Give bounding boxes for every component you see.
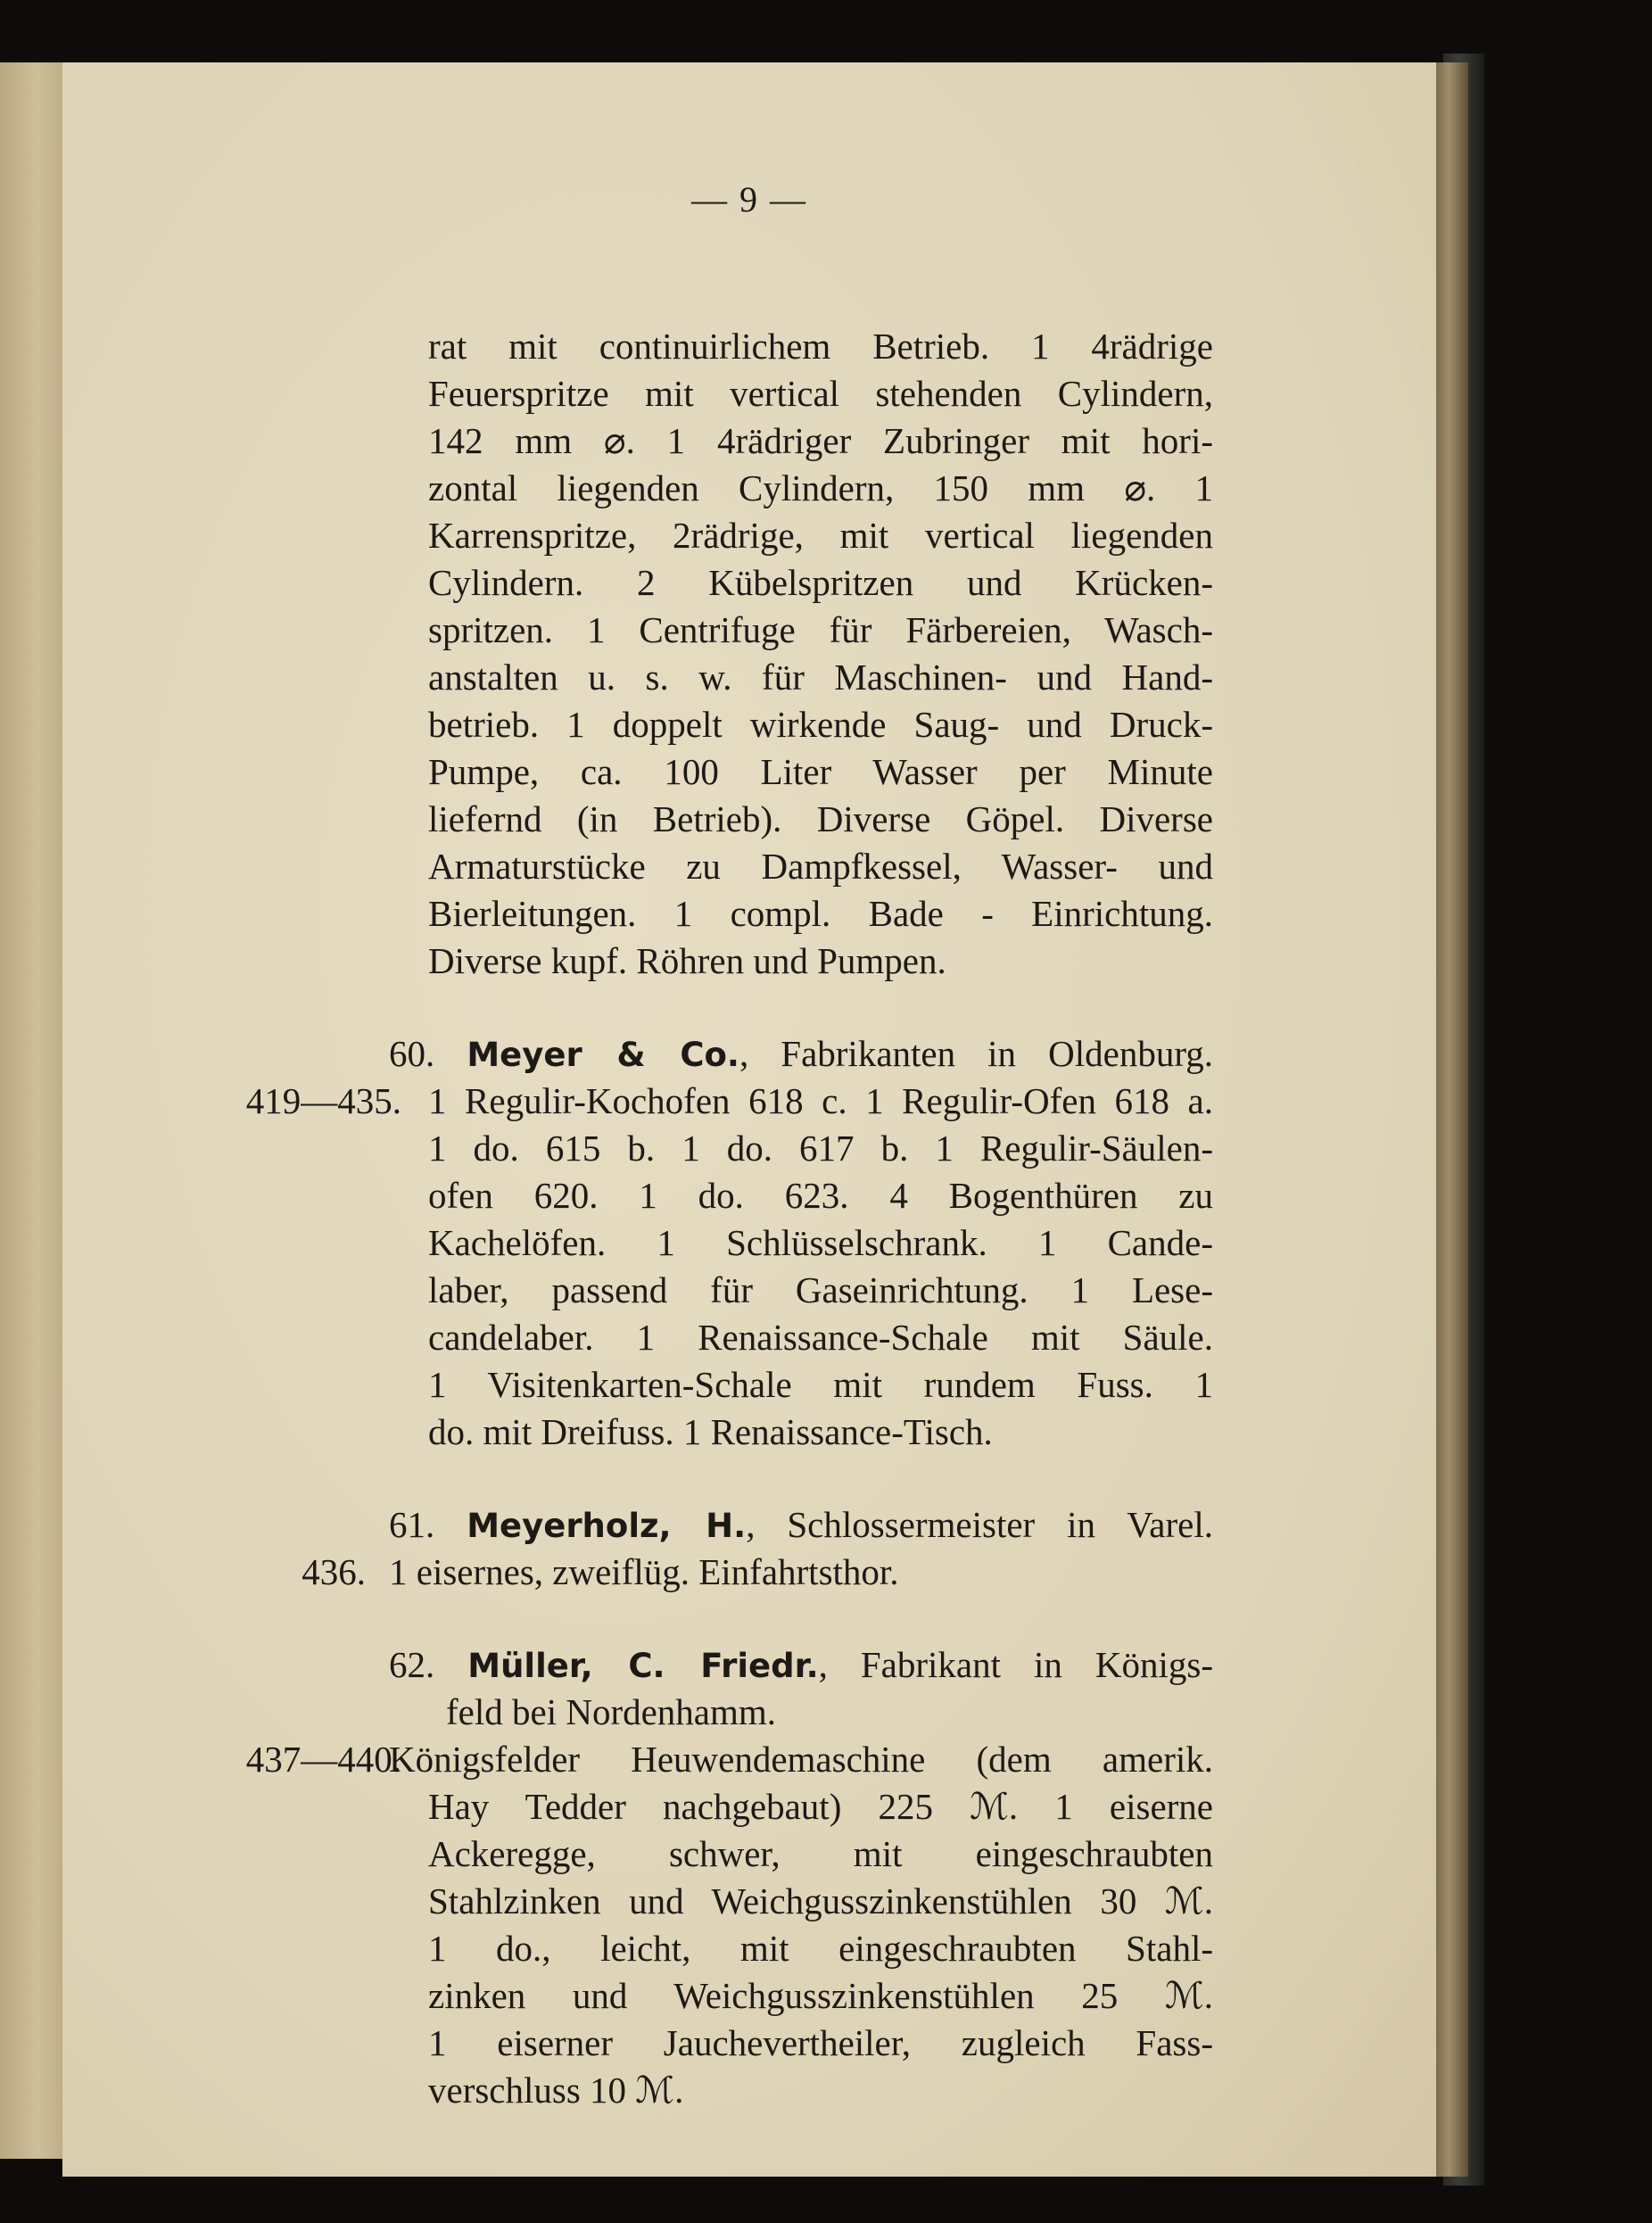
catalog-range: 419—435. — [245, 1080, 401, 1121]
text-line: ofen 620. 1 do. 623. 4 Bogenthüren zu — [428, 1175, 1213, 1216]
text-line: Bierleitungen. 1 compl. Bade - Einrichtung. — [428, 893, 1213, 934]
text-line: Karrenspritze, 2rädrige, mit vertical liegenden — [428, 515, 1213, 556]
page-gutter — [1436, 62, 1468, 2177]
text-line: 1 do., leicht, mit eingeschraubten Stahl- — [428, 1928, 1213, 1969]
entry-number: 61. — [389, 1504, 435, 1545]
page-number: — 9 — — [691, 179, 807, 219]
book-page — [62, 62, 1436, 2177]
exhibitor-name: Meyerholz, H. — [467, 1507, 747, 1545]
text-line: 1 Visitenkarten-Schale mit rundem Fuss. 1 — [428, 1364, 1213, 1405]
text-line: Armaturstücke zu Dampfkessel, Wasser- und — [428, 846, 1213, 887]
text-line: Ackeregge, schwer, mit eingeschraubten — [428, 1833, 1213, 1874]
text-line: Hay Tedder nachgebaut) 225 ℳ. 1 eiserne — [428, 1786, 1213, 1827]
text-line: candelaber. 1 Renaissance-Schale mit Säule. — [428, 1317, 1213, 1358]
text-line: 142 mm ⌀. 1 4rädriger Zubringer mit hori- — [428, 420, 1213, 461]
page-text — [62, 62, 1436, 2177]
exhibitor-description: , Fabrikant in Königs- — [818, 1644, 1214, 1685]
entry-number: 60. — [389, 1033, 435, 1074]
catalog-range: 437—440. — [245, 1739, 401, 1780]
text-line: Königsfelder Heuwendemaschine (dem amerik. — [389, 1739, 1213, 1780]
entry-heading-continuation: feld bei Nordenhamm. — [446, 1691, 777, 1732]
text-line: zontal liegenden Cylindern, 150 mm ⌀. 1 — [428, 467, 1213, 508]
exhibitor-description: , Schlossermeister in Varel. — [746, 1504, 1213, 1545]
entry-heading — [389, 1641, 1213, 1688]
exhibitor-description: , Fabrikanten in Oldenburg. — [739, 1033, 1213, 1074]
exhibitor-name: Müller, C. Friedr. — [467, 1647, 819, 1685]
text-line: Feuerspritze mit vertical stehenden Cylindern, — [428, 373, 1213, 414]
text-line: verschluss 10 ℳ. — [428, 2070, 684, 2111]
text-line: zinken und Weichgusszinkenstühlen 25 ℳ. — [428, 1975, 1213, 2016]
catalog-range: 436. — [301, 1551, 366, 1592]
text-line: spritzen. 1 Centrifuge für Färbereien, Wasch- — [428, 609, 1213, 650]
text-line: do. mit Dreifuss. 1 Renaissance-Tisch. — [428, 1411, 993, 1452]
text-line: rat mit continuirlichem Betrieb. 1 4rädrige — [428, 326, 1213, 367]
entry-heading — [389, 1501, 1213, 1548]
text-line: laber, passend für Gaseinrichtung. 1 Lese- — [428, 1269, 1213, 1310]
previous-page-edge — [0, 62, 62, 2159]
text-line: betrieb. 1 doppelt wirkende Saug- und Druck- — [428, 704, 1213, 745]
text-line: 1 eiserner Jauchevertheiler, zugleich Fass- — [428, 2022, 1213, 2063]
text-line: 1 Regulir-Kochofen 618 c. 1 Regulir-Ofen 618 a. — [428, 1080, 1213, 1121]
text-line: Stahlzinken und Weichgusszinkenstühlen 30 ℳ. — [428, 1880, 1213, 1921]
text-line: 1 do. 615 b. 1 do. 617 b. 1 Regulir-Säulen- — [428, 1128, 1213, 1169]
text-line: Pumpe, ca. 100 Liter Wasser per Minute — [428, 751, 1213, 792]
entry-number: 62. — [389, 1644, 435, 1685]
text-line: anstalten u. s. w. für Maschinen- und Hand- — [428, 657, 1213, 698]
text-line: Kachelöfen. 1 Schlüsselschrank. 1 Cande- — [428, 1222, 1213, 1263]
entry-heading — [389, 1030, 1213, 1077]
text-line: Cylindern. 2 Kübelspritzen und Krücken- — [428, 562, 1213, 603]
text-line: Diverse kupf. Röhren und Pumpen. — [428, 940, 946, 981]
text-line: liefernd (in Betrieb). Diverse Göpel. Diverse — [428, 798, 1213, 839]
text-line: 1 eisernes, zweiflüg. Einfahrtsthor. — [389, 1551, 899, 1592]
exhibitor-name: Meyer & Co. — [467, 1036, 739, 1074]
